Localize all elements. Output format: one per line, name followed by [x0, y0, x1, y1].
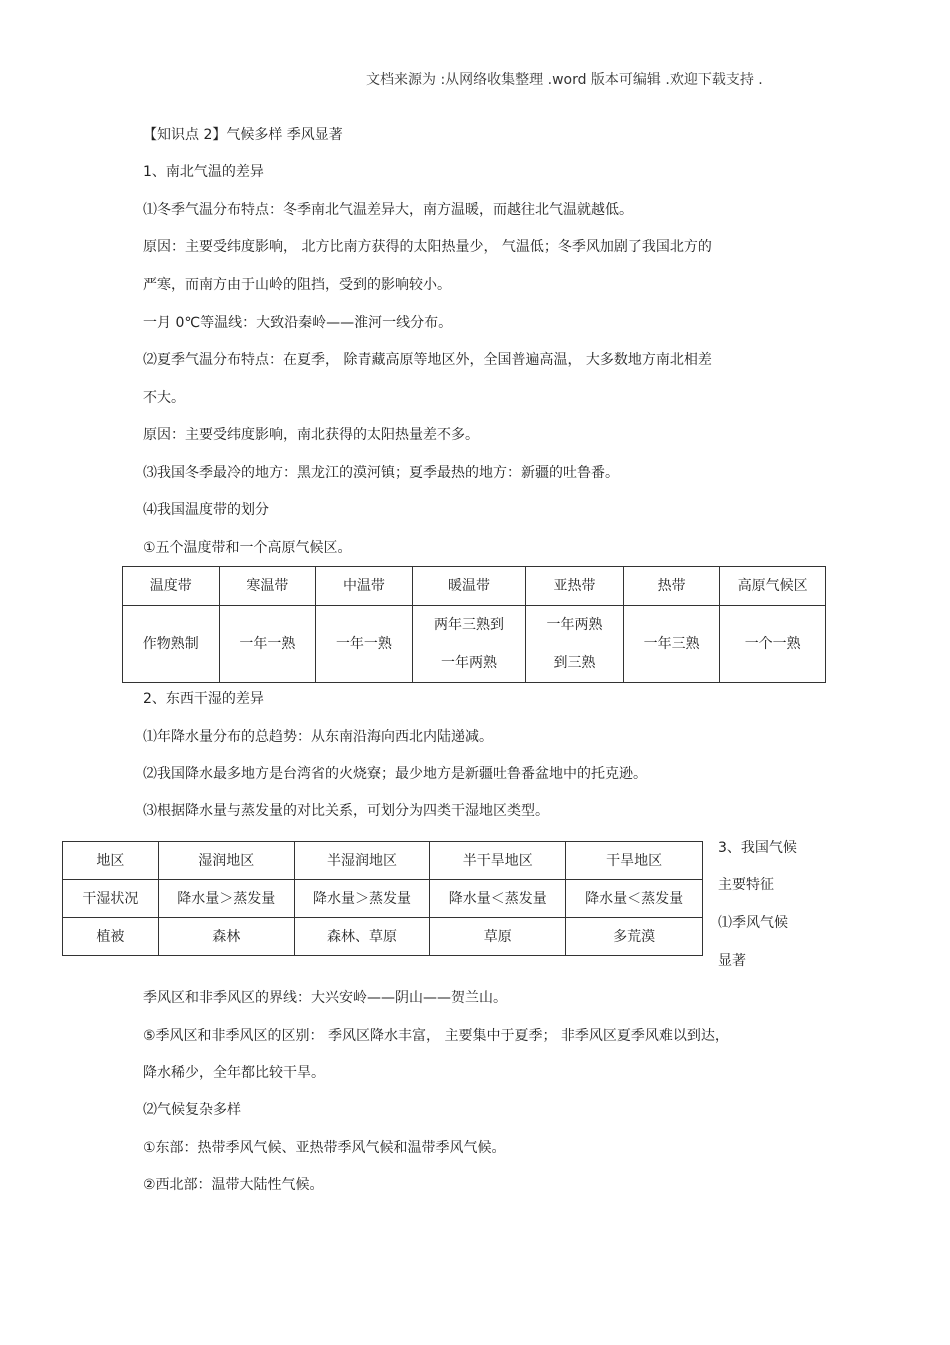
cell-line: 一年两熟 [546, 617, 603, 633]
side-note: ⑴季风气候 [718, 915, 788, 931]
paragraph: ⑵夏季气温分布特点：在夏季， 除青藏高原等地区外，全国普遍高温， 大多数地方南北相差 [143, 352, 712, 368]
dry-wet-region-table [62, 841, 703, 956]
paragraph: 原因：主要受纬度影响， 北方比南方获得的太阳热量少， 气温低；冬季风加剧了我国北方的 [143, 239, 712, 255]
table-header-cell: 半干旱地区 [430, 842, 566, 880]
table-cell: 一个一熟 [720, 606, 826, 683]
paragraph: ⑷我国温度带的划分 [143, 502, 269, 518]
table-row [123, 606, 826, 683]
table-cell: 作物熟制 [123, 606, 220, 683]
cell-line: 两年三熟到 [433, 617, 504, 633]
table-cell: 降水量＜蒸发量 [566, 880, 703, 918]
paragraph: ②西北部：温带大陆性气候。 [143, 1177, 324, 1193]
paragraph: ⑵我国降水最多地方是台湾省的火烧寮；最少地方是新疆吐鲁番盆地中的托克逊。 [143, 766, 647, 782]
table-header-cell: 地区 [63, 842, 159, 880]
table-cell: 一年一熟 [219, 606, 316, 683]
paragraph: 原因：主要受纬度影响，南北获得的太阳热量差不多。 [143, 427, 479, 443]
table-cell: 降水量＞蒸发量 [158, 880, 294, 918]
table-cell: 干湿状况 [63, 880, 159, 918]
table-header-cell: 中温带 [316, 567, 413, 606]
paragraph: 降水稀少，全年都比较干旱。 [143, 1065, 325, 1081]
table-row [63, 880, 703, 918]
paragraph: ⑵气候复杂多样 [143, 1102, 241, 1118]
paragraph: ⑴年降水量分布的总趋势：从东南沿海向西北内陆递减。 [143, 729, 493, 745]
table-header-cell: 高原气候区 [720, 567, 826, 606]
paragraph: 严寒，而南方由于山岭的阻挡，受到的影响较小。 [143, 277, 451, 293]
table-header-cell: 寒温带 [219, 567, 316, 606]
table-cell: 草原 [430, 918, 566, 956]
table-row [63, 918, 703, 956]
paragraph: ⑶根据降水量与蒸发量的对比关系，可划分为四类干湿地区类型。 [143, 803, 549, 819]
paragraph: ①东部：热带季风气候、亚热带季风气候和温带季风气候。 [143, 1140, 506, 1156]
section-title: 【知识点 2】气候多样 季风显著 [143, 127, 343, 143]
side-note: 3、我国气候 [718, 840, 797, 856]
table-header-cell: 暖温带 [412, 567, 526, 606]
table-cell: 森林、草原 [294, 918, 430, 956]
table-header-cell: 亚热带 [526, 567, 624, 606]
table-header-cell: 干旱地区 [566, 842, 703, 880]
table-cell: 多荒漠 [566, 918, 703, 956]
table-cell: 植被 [63, 918, 159, 956]
heading-temperature: 1、南北气温的差异 [143, 164, 264, 180]
paragraph: ⑴冬季气温分布特点：冬季南北气温差异大，南方温暖，而越往北气温就越低。 [143, 202, 633, 218]
table-cell: 降水量＞蒸发量 [294, 880, 430, 918]
table-header-cell: 半湿润地区 [294, 842, 430, 880]
paragraph: ⑤季风区和非季风区的区别： 季风区降水丰富， 主要集中于夏季； 非季风区夏季风难以到达， [143, 1028, 729, 1044]
table-cell: 一年一熟 [316, 606, 413, 683]
table-cell: 一年三熟 [623, 606, 720, 683]
table-cell: 降水量＜蒸发量 [430, 880, 566, 918]
table-header-cell: 湿润地区 [158, 842, 294, 880]
table-row [123, 567, 826, 606]
paragraph: 季风区和非季风区的界线：大兴安岭——阴山——贺兰山。 [143, 990, 507, 1006]
paragraph: ①五个温度带和一个高原气候区。 [143, 540, 352, 556]
heading-precipitation: 2、东西干湿的差异 [143, 691, 264, 707]
table-row [63, 842, 703, 880]
table-cell [526, 606, 624, 683]
paragraph: 不大。 [143, 390, 185, 406]
table-cell: 森林 [158, 918, 294, 956]
cell-line: 一年两熟 [440, 655, 497, 671]
table-header-cell: 热带 [623, 567, 720, 606]
table-header-cell: 温度带 [123, 567, 220, 606]
paragraph: ⑶我国冬季最冷的地方：黑龙江的漠河镇；夏季最热的地方：新疆的吐鲁番。 [143, 465, 619, 481]
paragraph: 一月 0℃等温线：大致沿秦岭——淮河一线分布。 [143, 315, 453, 331]
temperature-zone-table [122, 566, 826, 683]
side-note: 显著 [718, 953, 746, 969]
cell-line: 到三熟 [553, 655, 596, 671]
table-cell [412, 606, 526, 683]
page-header: 文档来源为 :从网络收集整理 .word 版本可编辑 .欢迎下载支持 . [366, 72, 763, 88]
side-note: 主要特征 [718, 877, 774, 893]
